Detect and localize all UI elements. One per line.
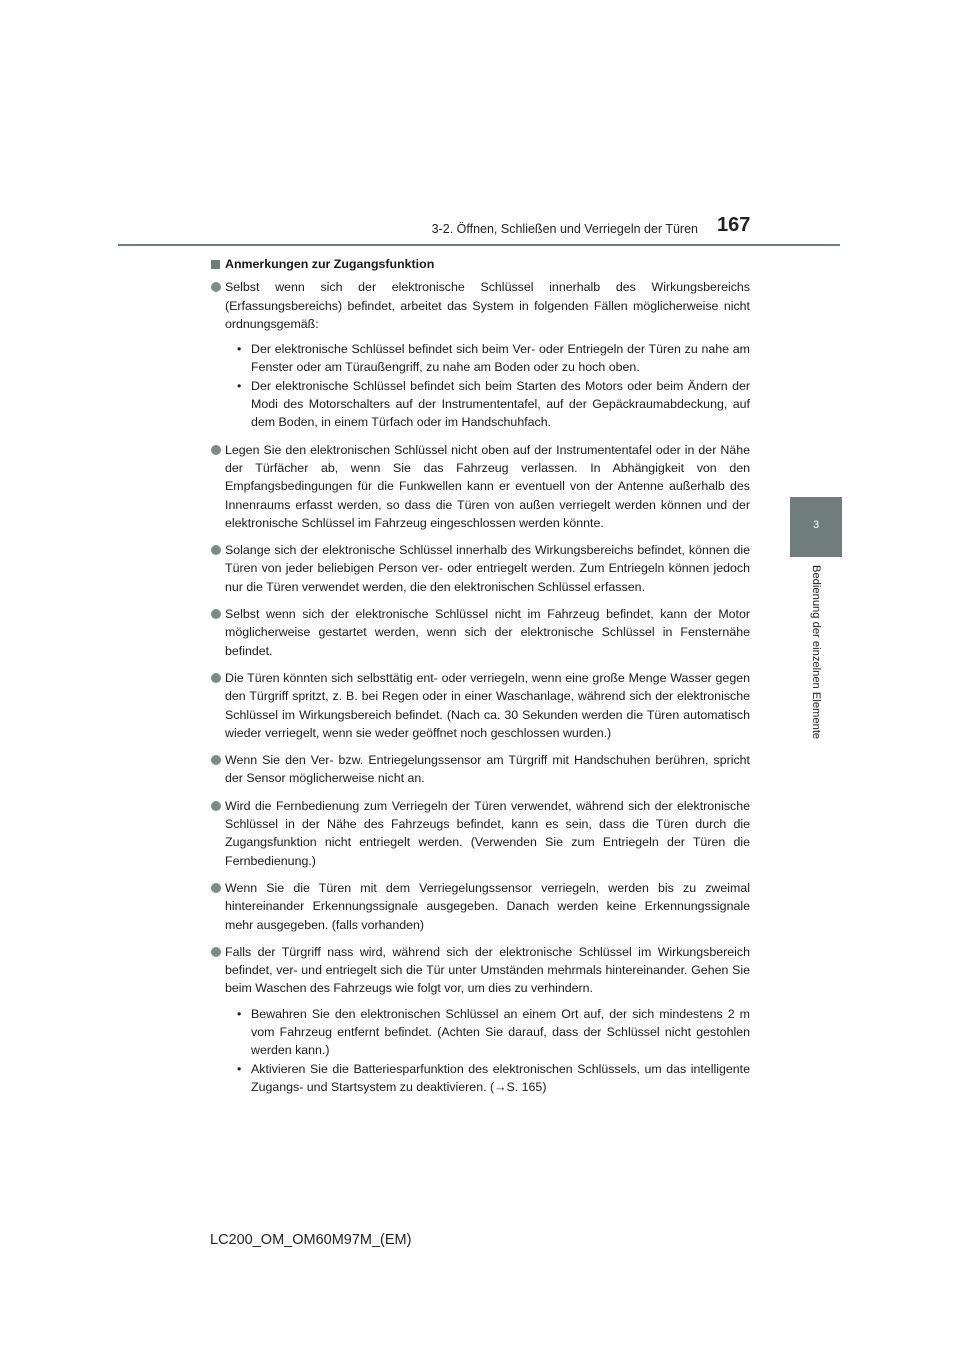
list-item-text: Selbst wenn sich der elektronische Schlüssel innerhalb des Wirkungsbereichs (Erfassungsbereichs) befindet, arbeitet das System in folgenden Fällen möglicherweise nicht ordnungsgemäß: xyxy=(225,280,750,331)
list-item xyxy=(211,751,750,788)
list-item-text: Die Türen könnten sich selbsttätig ent- oder verriegeln, wenn eine große Menge Wasser gegen den Türgriff spritzt, z. B. bei Regen oder in einer Waschanlage, während sich der elektronische Schlüssel im Wirkungsbereich befindet. (Nach ca. 30 Sekunden werden die Türen automatisch wieder verriegelt, wenn sie weder geöffnet noch geschlossen wurden.) xyxy=(225,670,750,740)
document-code: LC200_OM_OM60M97M_(EM) xyxy=(210,1232,412,1248)
round-bullet-icon xyxy=(211,673,221,683)
list-item xyxy=(211,605,750,660)
sub-list-item: • Der elektronische Schlüssel befindet sich beim Starten des Motors oder beim Ändern der Modi des Motorschalters auf der Instrumententafel, auf der Gepäckraumabdeckung, auf dem Boden, in einem Türfach oder im Handschuhfach. xyxy=(225,377,750,432)
round-bullet-icon xyxy=(211,445,221,455)
chapter-tab xyxy=(790,497,842,557)
note-list xyxy=(211,278,750,1096)
list-item xyxy=(211,797,750,870)
list-item-text: Wenn Sie die Türen mit dem Verriegelungssensor verriegeln, werden bis zu zweimal hintereinander Erkennungssignale ausgegeben. Danach werden keine Erkennungssignale mehr ausgegeben. (falls vorhanden) xyxy=(225,880,750,932)
round-bullet-icon xyxy=(211,545,221,555)
square-bullet-icon xyxy=(211,260,220,269)
chapter-title-vertical xyxy=(790,565,842,765)
list-item xyxy=(211,278,750,431)
main-content xyxy=(211,255,750,1105)
list-item xyxy=(211,441,750,532)
chapter-title: Bedienung der einzelnen Elemente xyxy=(810,565,822,740)
header-divider xyxy=(118,244,840,246)
sub-list-item: • Bewahren Sie den elektronischen Schlüssel an einem Ort auf, der sich mindestens 2 m vom Fahrzeug entfernt befindet. (Achten Sie darauf, dass der Schlüssel nicht gestohlen werden kann.) xyxy=(225,1005,750,1060)
list-item-text: Legen Sie den elektronischen Schlüssel nicht oben auf der Instrumententafel oder in der Nähe der Türfächer ab, wenn Sie das Fahrzeug verlassen. In Abhängigkeit von den Empfangsbedingungen für die Funkwellen kann er eventuell von der Antenne außerhalb des Innenraums erfasst werden, so dass die Türen von außen verriegelt werden können und der elektronische Schlüssel im Fahrzeug eingeschlossen werden könnte. xyxy=(225,442,750,530)
chapter-number: 3 xyxy=(812,519,820,531)
list-item-text: Falls der Türgriff nass wird, während sich der elektronische Schlüssel im Wirkungsbereich befindet, ver- und entriegelt sich die Tür unter Umständen mehrmals hintereinander. Gehen Sie beim Waschen des Fahrzeugs wie folgt vor, um dies zu verhindern. xyxy=(225,944,750,996)
list-item-text: Solange sich der elektronische Schlüssel innerhalb des Wirkungsbereichs befindet, können die Türen von jeder beliebigen Person ver- oder entriegelt werden. Zum Entriegeln können jedoch nur die Türen verwendet werden, die den elektronischen Schlüssel erfassen. xyxy=(225,543,750,594)
list-item xyxy=(211,669,750,742)
list-item xyxy=(211,943,750,1096)
round-bullet-icon xyxy=(211,755,221,765)
round-bullet-icon xyxy=(211,883,221,893)
section-heading xyxy=(211,255,750,273)
round-bullet-icon xyxy=(211,801,221,811)
sub-list xyxy=(225,340,750,431)
section-heading-text: Anmerkungen zur Zugangsfunktion xyxy=(225,257,435,271)
round-bullet-icon xyxy=(211,609,221,619)
round-bullet-icon xyxy=(211,947,221,957)
list-item xyxy=(211,541,750,596)
page-number: 167 xyxy=(717,214,751,236)
list-item xyxy=(211,879,750,934)
header-section-title: 3-2. Öffnen, Schließen und Verriegeln der Türen xyxy=(431,222,698,236)
list-item-text: Selbst wenn sich der elektronische Schlüssel nicht im Fahrzeug befindet, kann der Motor möglicherweise gestartet werden, wenn sich der elektronische Schlüssel in Fensternähe befindet. xyxy=(225,607,750,658)
list-item-text: Wird die Fernbedienung zum Verriegeln der Türen verwendet, während sich der elektronische Schlüssel in der Nähe des Fahrzeugs befindet, kann es sein, dass die Türen durch die Zugangsfunktion nicht entriegelt werden. (Verwenden Sie zum Entriegeln der Türen die Fernbedienung.) xyxy=(225,798,750,868)
sub-list xyxy=(225,1005,750,1096)
round-bullet-icon xyxy=(211,282,221,292)
sub-list-item: • Aktivieren Sie die Batteriesparfunktion des elektronischen Schlüssels, um das intelligente Zugangs- und Startsystem zu deaktivieren. (→S. 165) xyxy=(225,1060,750,1097)
list-item-text: Wenn Sie den Ver- bzw. Entriegelungssensor am Türgriff mit Handschuhen berühren, spricht der Sensor möglicherweise nicht an. xyxy=(225,753,750,786)
sub-list-item: • Der elektronische Schlüssel befindet sich beim Ver- oder Entriegeln der Türen zu nahe am Fenster oder am Türaußengriff, zu nahe am Boden oder zu hoch oben. xyxy=(225,340,750,377)
